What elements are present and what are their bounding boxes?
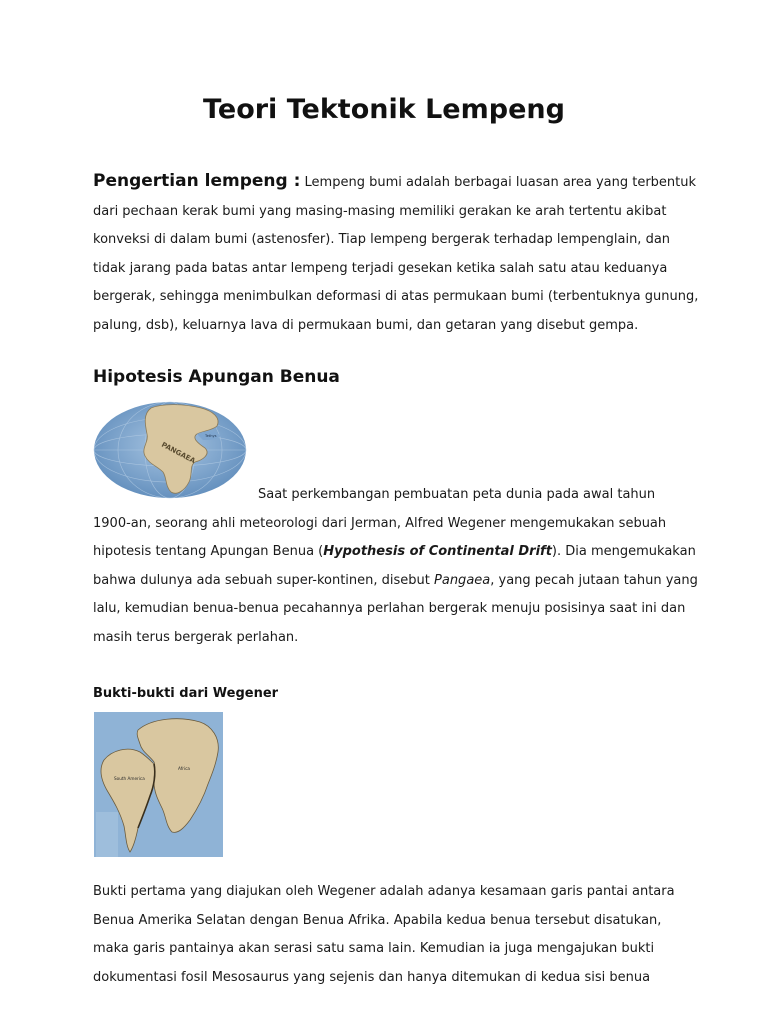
continents-fit-image [94, 712, 223, 857]
paragraph-line: lalu, kemudian benua-benua pecahannya perlahan bergerak menuju posisinya saat ini dan [93, 601, 686, 617]
paragraph-line: tidak jarang pada batas antar lempeng terjadi gesekan ketika salah satu atau keduanya [93, 260, 668, 276]
section-heading-hipotesis: Hipotesis Apungan Benua [93, 367, 340, 387]
continents-fit-svg [94, 712, 223, 857]
document-title: Teori Tektonik Lempeng [203, 94, 565, 125]
paragraph-line: dokumentasi fosil Mesosaurus yang sejenis dan hanya ditemukan di kedua sisi benua [93, 969, 651, 985]
africa-label: Africa [178, 766, 190, 771]
emphasis-continental-drift: Hypothesis of Continental Drift [323, 544, 552, 560]
paragraph-line: palung, dsb), keluarnya lava di permukaan bumi, dan getaran yang disebut gempa. [93, 317, 639, 333]
south-america-label: South America [114, 776, 145, 781]
paragraph-line: maka garis pantainya akan serasi satu sama lain. Kemudian ia juga mengajukan bukti [93, 941, 655, 957]
section-bukti-paragraph [93, 878, 693, 992]
paragraph-line: hipotesis tentang Apungan Benua (Hypothesis of Continental Drift). Dia mengemukakan [93, 544, 696, 560]
section-pengertian-paragraph [93, 167, 699, 341]
paragraph-line: masih terus bergerak perlahan. [93, 629, 299, 645]
paragraph-line: bahwa dulunya ada sebuah super-kontinen, disebut Pangaea, yang pecah jutaan tahun yang [93, 572, 698, 588]
section-hipotesis-paragraph [93, 481, 698, 653]
paragraph-line: Bukti pertama yang diajukan oleh Wegener adalah adanya kesamaan garis pantai antara [93, 884, 675, 899]
paragraph-line: dari pechaan kerak bumi yang masing-masing memiliki gerakan ke arah tertentu akibat [93, 203, 667, 219]
fit-shelf [96, 812, 118, 857]
tethys-label: Tethys [205, 434, 217, 438]
paragraph-line: Benua Amerika Selatan dengan Benua Afrika. Apabila kedua benua tersebut disatukan, [93, 912, 662, 928]
paragraph-line: bergerak, sehingga menimbulkan deformasi di atas permukaan bumi (terbentuknya gunung, [93, 289, 699, 305]
paragraph-line: 1900-an, seorang ahli meteorologi dari Jerman, Alfred Wegener mengemukakan sebuah [93, 515, 667, 531]
section-heading-bukti: Bukti-bukti dari Wegener [93, 686, 279, 701]
paragraph-line: Saat perkembangan pembuatan peta dunia pada awal tahun [258, 487, 656, 502]
paragraph-line: Pengertian lempeng : Lempeng bumi adalah berbagai luasan area yang terbentuk [93, 171, 697, 191]
paragraph-line: konveksi di dalam bumi (astenosfer). Tiap lempeng bergerak terhadap lempenglain, dan [93, 232, 671, 248]
section-heading-pengertian: Pengertian lempeng : [93, 171, 301, 191]
emphasis-pangaea: Pangaea [434, 572, 491, 588]
pangaea-label: PANGAEA [160, 440, 197, 466]
